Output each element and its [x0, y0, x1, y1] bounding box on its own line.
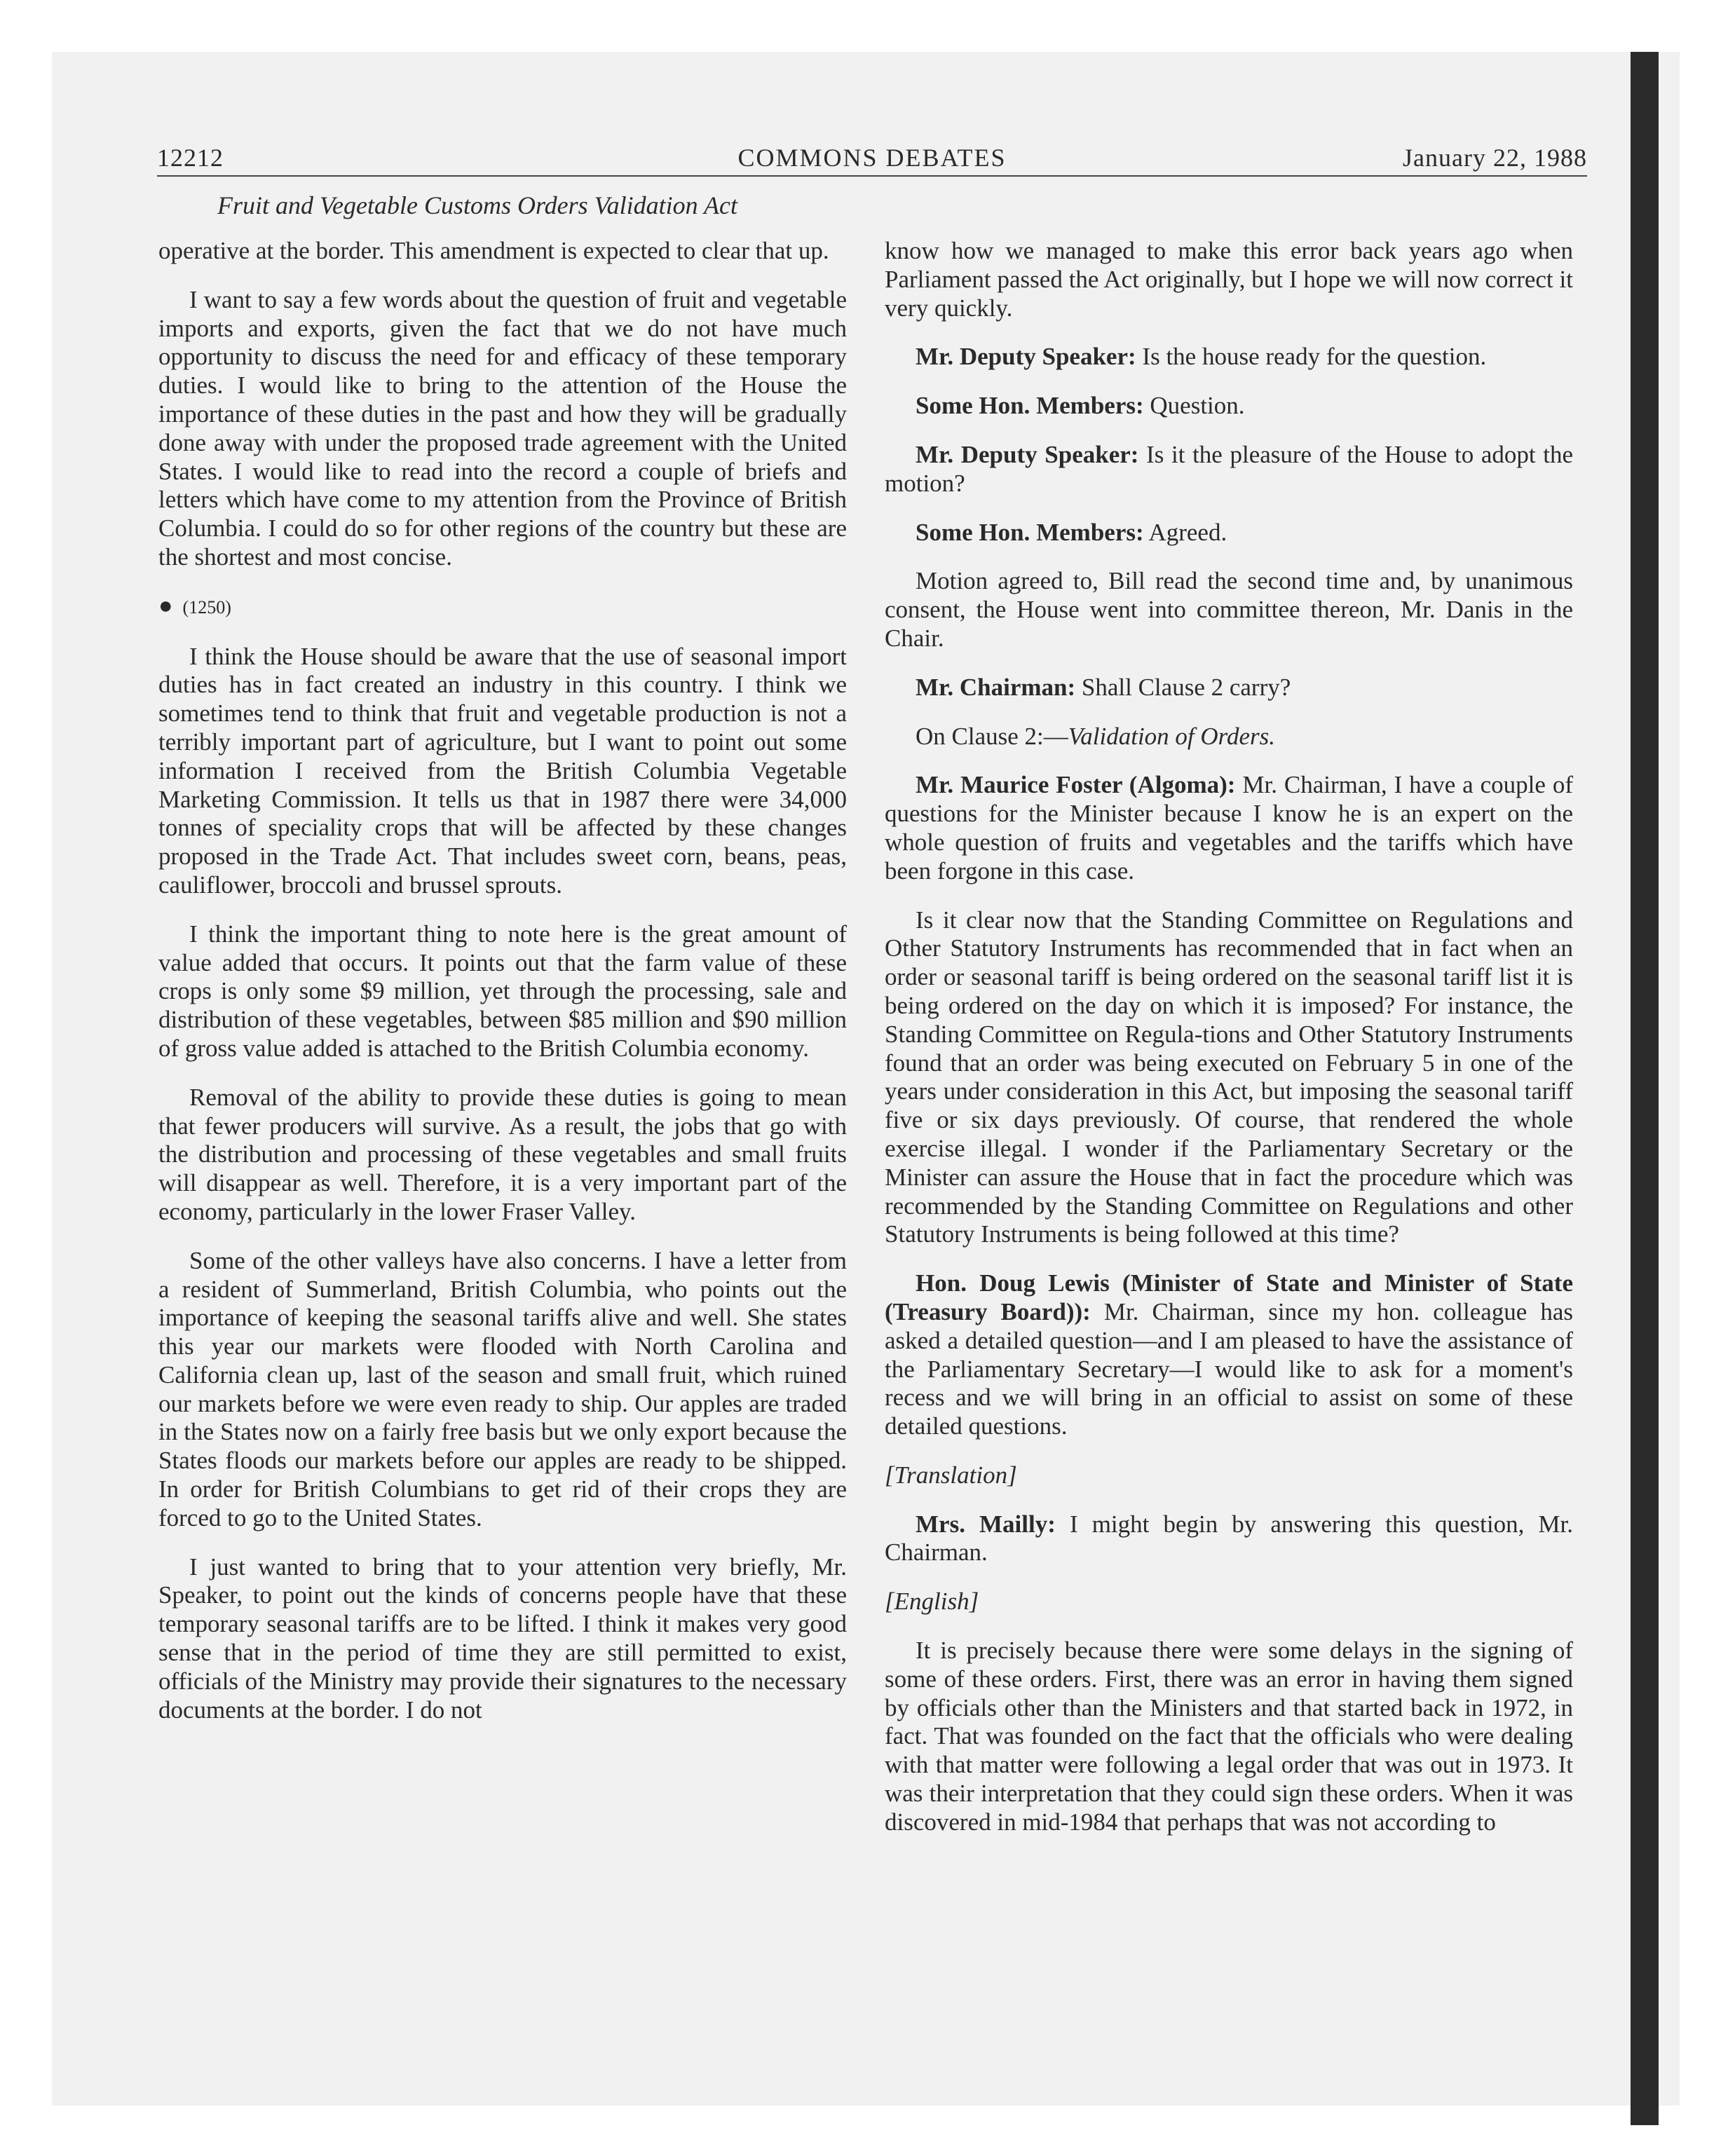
speech-text: Is the house ready for the question. [1136, 343, 1487, 371]
speech [885, 674, 1573, 702]
speaker-name: Hon. Doug Lewis (Minister of State and Minister of State (Treasury Board)): [885, 1269, 1573, 1325]
time-marker-label: (1250) [182, 596, 231, 618]
paragraph: I think the important thing to note here is the great amount of value added that occurs. It points out that the farm value of these crops is only some $9 million, yet through the processing, sale and distribution of these vegetables, between $85 million and $90 million of gross value added is attached to the British Columbia economy. [158, 920, 847, 1062]
bullet-icon: ● [158, 592, 173, 619]
scanner-edge-shadow [1631, 52, 1659, 2125]
speech [885, 1269, 1573, 1441]
translation-note: [Translation] [885, 1461, 1017, 1489]
paragraph: Motion agreed to, Bill read the second time and, by unanimous consent, the House went into committee thereon, Mr. Danis in the Chair. [885, 567, 1573, 652]
speech [885, 441, 1573, 498]
paragraph: I think the House should be aware that the use of seasonal import duties has in fact created an industry in this country. I think we sometimes tend to think that fruit and vegetable production is not a terribly important part of agriculture, but I want to point out some information I received from the British Columbia Vegetable Marketing Commission. It tells us that in 1987 there were 34,000 tonnes of speciality crops that will be affected by these changes proposed in the Trade Act. That includes sweet corn, beans, peas, cauliflower, broccoli and brussel sprouts. [158, 642, 847, 899]
paragraph: operative at the border. This amendment is expected to clear that up. [158, 237, 829, 264]
speaker-name: Mrs. Mailly: [916, 1510, 1056, 1538]
speech [885, 519, 1573, 547]
speech [885, 392, 1573, 421]
paragraph: It is precisely because there were some delays in the signing of some of these orders. First, there was an error in having them signed by officials other than the Ministers and that started back in 1972, in fact. That was founded on the fact that the officials who were dealing with that matter were following a legal order that was out in 1973. It was their interpretation that they could sign these orders. When it was discovered in mid-1984 that perhaps that was not according to [885, 1637, 1573, 1836]
time-marker [158, 592, 847, 622]
speech-text: Shall Clause 2 carry? [1075, 673, 1291, 701]
paragraph: Is it clear now that the Standing Committee on Regulations and Other Statutory Instruments has recommended that in fact when an order or seasonal tariff is being ordered on the seasonal tariff list it is being ordered on the day on which it is imposed? For instance, the Standing Committee on Regula-tions and Other Statutory Instruments found that an order was being executed on February 5 in one of the years under consideration in this Act, but imposing the seasonal tariff five or six days previously. Of course, that rendered the whole exercise illegal. I wonder if the Parliamentary Secretary or the Minister can assure the House that in fact the procedure which was recommended by the Standing Committee on Regulations and other Statutory Instruments is being followed at this time? [885, 906, 1573, 1248]
speaker-name: Mr. Chairman: [916, 673, 1076, 701]
paragraph: Some of the other valleys have also concerns. I have a letter from a resident of Summerland, British Columbia, who points out the importance of keeping the seasonal tariffs alive and well. She states this year our markets were flooded with North Carolina and California clean up, last of the season and small fruit, which ruined our markets before we were even ready to ship. Our apples are traded in the States now on a fairly free basis but we only export because the States floods our markets before our apples are ready to be shipped. In order for British Columbians to get rid of their crops they are forced to go to the United States. [158, 1246, 847, 1531]
speech-text: I might begin by answering this question, Mr. Chairman. [885, 1510, 1573, 1567]
speech-text: Agreed. [1143, 518, 1227, 546]
speech-text: Is it the pleasure of the House to adopt the motion? [885, 440, 1573, 497]
paragraph: know how we managed to make this error back years ago when Parliament passed the Act originally, but I hope we will now correct it very quickly. [885, 237, 1573, 322]
publication-title: COMMONS DEBATES [737, 144, 1007, 172]
speaker-name: Some Hon. Members: [916, 392, 1144, 420]
page-number: 12212 [157, 144, 224, 172]
right-column [885, 237, 1573, 1857]
clause-prefix: On Clause 2:— [916, 722, 1068, 750]
speech [885, 771, 1573, 885]
clause-title: Validation of Orders. [1068, 722, 1276, 750]
speech [885, 343, 1573, 371]
section-title: Fruit and Vegetable Customs Orders Validation Act [217, 191, 737, 219]
page-header [157, 140, 1587, 177]
speaker-name: Mr. Deputy Speaker: [916, 440, 1139, 468]
page-date: January 22, 1988 [1403, 144, 1587, 172]
speech [885, 1510, 1573, 1568]
speech-text: Mr. Chairman, since my hon. colleague has asked a detailed question—and I am pleased to have the assistance of the Parliamentary Secretary—I would like to ask for a moment's recess and we will bring in an official to assist on some of these detailed questions. [885, 1297, 1573, 1440]
paragraph: I want to say a few words about the question of fruit and vegetable imports and exports, given the fact that we do not have much opportunity to discuss the need for and efficacy of these temporary duties. I would like to bring to the attention of the House the importance of these duties in the past and how they will be gradually done away with under the proposed trade agreement with the United States. I would like to read into the record a couple of briefs and letters which have come to my attention from the Province of British Columbia. I could do so for other regions of the country but these are the shortest and most concise. [158, 285, 847, 571]
paragraph: I just wanted to bring that to your attention very briefly, Mr. Speaker, to point out the kinds of concerns people have that these temporary seasonal tariffs are to be lifted. I think it makes very good sense that in the period of time they are still permitted to exist, officials of the Ministry may provide their signatures to the necessary documents at the border. I do not [158, 1553, 847, 1724]
language-note: [English] [885, 1588, 979, 1616]
speaker-name: Mr. Maurice Foster (Algoma): [916, 771, 1236, 799]
paragraph: Removal of the ability to provide these duties is going to mean that fewer producers will survive. As a result, the jobs that go with the distribution and processing of these vegetables and small fruits will disappear as well. Therefore, it is a very important part of the economy, particularly in the lower Fraser Valley. [158, 1083, 847, 1225]
speaker-name: Some Hon. Members: [916, 518, 1144, 546]
left-column [158, 237, 847, 1745]
speaker-name: Mr. Deputy Speaker: [916, 343, 1136, 371]
speech-text: Question. [1143, 392, 1245, 420]
speech-text: Mr. Chairman, I have a couple of questions for the Minister because I know he is an expert on the whole question of fruits and vegetables and the tariffs which have been forgone in this case. [885, 771, 1573, 885]
clause-heading [885, 723, 1573, 751]
